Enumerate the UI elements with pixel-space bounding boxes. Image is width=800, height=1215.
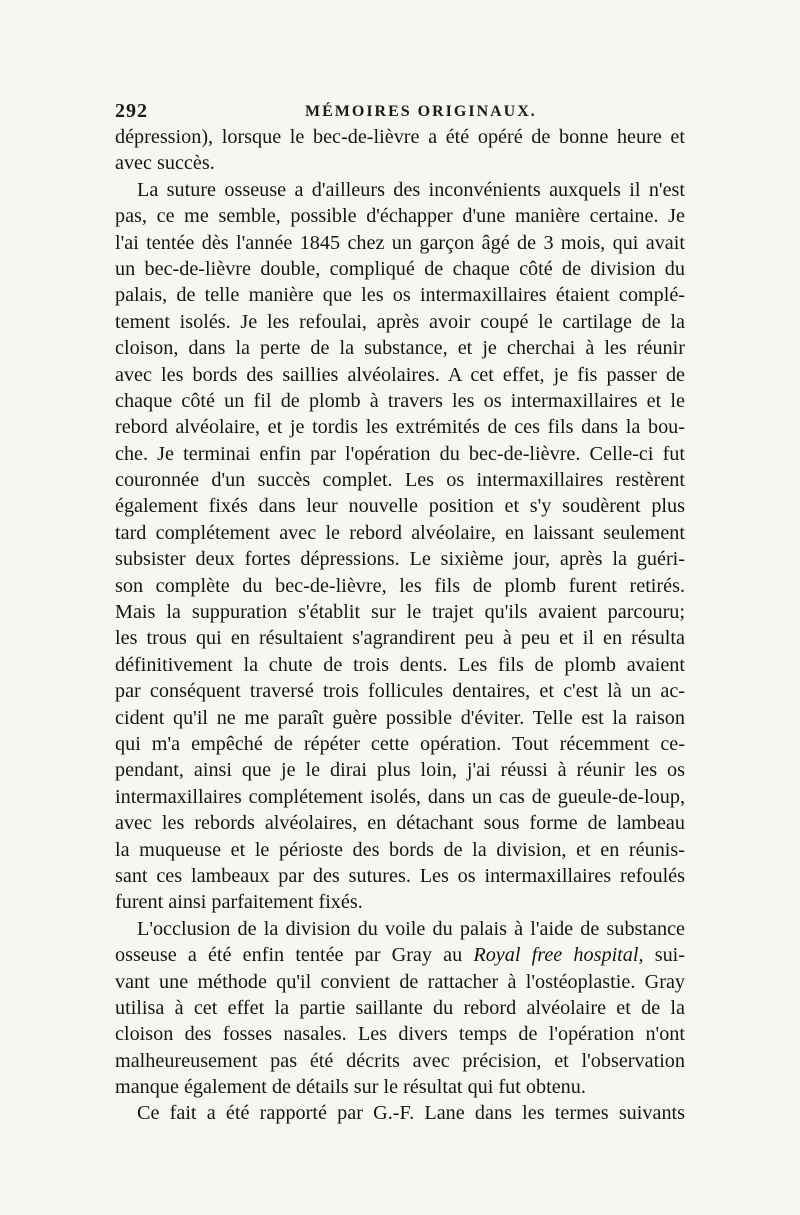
text-line: chaque côté un fil de plomb à travers les os intermaxillaires et le xyxy=(115,389,685,412)
paragraph-1 xyxy=(115,124,685,177)
text-line: dépression), lorsque le bec-de-lièvre a été opéré de bonne heure et xyxy=(115,126,685,148)
text-line: cloison, dans la perte de la substance, et je cherchai à les réunir xyxy=(115,337,685,360)
text-line: utilisa à cet effet la partie saillante du rebord alvéolaire et de la xyxy=(115,996,685,1019)
page-number: 292 xyxy=(115,100,148,122)
text-line: qui m'a empêché de répéter cette opération. Tout récemment ce- xyxy=(115,732,685,755)
text-line: La suture osseuse a d'ailleurs des inconvénients auxquels il n'est xyxy=(137,178,685,201)
text-line: che. Je terminai enfin par l'opération du bec-de-lièvre. Celle-ci fut xyxy=(115,442,685,465)
running-title: MÉMOIRES ORIGINAUX. xyxy=(305,103,537,120)
text-line: intermaxillaires complétement isolés, dans un cas de gueule-de-loup, xyxy=(115,785,685,808)
text-line: l'ai tentée dès l'année 1845 chez un garçon âgé de 3 mois, qui avait xyxy=(115,231,685,254)
text-segment: sui- xyxy=(643,944,685,967)
text-line: cloison des fosses nasales. Les divers temps de l'opération n'ont xyxy=(115,1023,685,1046)
paragraph-3 xyxy=(115,916,685,1101)
text-line: Ce fait a été rapporté par G.-F. Lane dans les termes suivants xyxy=(137,1102,685,1125)
text-line: tement isolés. Je les refoulai, après avoir coupé le cartilage de la xyxy=(115,310,685,333)
text-line-with-italic xyxy=(115,942,685,968)
text-line: couronnée d'un succès complet. Les os intermaxillaires restèrent xyxy=(115,469,685,492)
body-text xyxy=(115,124,685,1127)
text-line: furent ainsi parfaitement fixés. xyxy=(115,891,363,914)
text-line: également fixés dans leur nouvelle position et s'y soudèrent plus xyxy=(115,495,685,518)
text-line: la muqueuse et le périoste des bords de la division, et en réunis- xyxy=(115,838,685,861)
text-line: sant ces lambeaux par des sutures. Les os intermaxillaires refoulés xyxy=(115,864,685,887)
paragraph-4 xyxy=(115,1100,685,1126)
text-line: avec succès. xyxy=(115,152,215,175)
text-line: subsister deux fortes dépressions. Le sixième jour, après la guéri- xyxy=(115,548,685,571)
text-line: son complète du bec-de-lièvre, les fils de plomb furent retirés. xyxy=(115,574,685,597)
text-line: cident qu'il ne me paraît guère possible d'éviter. Telle est la raison xyxy=(115,706,685,729)
text-line: avec les rebords alvéolaires, en détachant sous forme de lambeau xyxy=(115,812,685,835)
text-line: définitivement la chute de trois dents. Les fils de plomb avaient xyxy=(115,653,685,676)
text-line: tard complétement avec le rebord alvéolaire, en laissant seulement xyxy=(115,521,685,544)
text-line: vant une méthode qu'il convient de rattacher à l'ostéoplastie. Gray xyxy=(115,970,685,993)
text-line: pendant, ainsi que je le dirai plus loin, j'ai réussi à réunir les os xyxy=(115,759,685,782)
text-line: Mais la suppuration s'établit sur le trajet qu'ils avaient parcouru; xyxy=(115,601,685,624)
text-segment: osseuse a été enfin tentée par Gray au xyxy=(115,944,474,967)
text-line: avec les bords des saillies alvéolaires. A cet effet, je fis passer de xyxy=(115,363,685,386)
text-line: un bec-de-lièvre double, compliqué de chaque côté de division du xyxy=(115,257,685,280)
text-line: palais, de telle manière que les os intermaxillaires étaient complé- xyxy=(115,284,685,307)
text-line: par conséquent traversé trois follicules dentaires, et c'est là un ac- xyxy=(115,680,685,703)
text-line: les trous qui en résultaient s'agrandirent peu à peu et il en résulta xyxy=(115,627,685,650)
text-line: L'occlusion de la division du voile du palais à l'aide de substance xyxy=(137,917,685,940)
text-line: malheureusement pas été décrits avec précision, et l'observation xyxy=(115,1049,685,1072)
paragraph-2 xyxy=(115,177,685,916)
text-line: rebord alvéolaire, et je tordis les extrémités de ces fils dans la bou- xyxy=(115,416,685,439)
text-line: manque également de détails sur le résultat qui fut obtenu. xyxy=(115,1076,586,1099)
text-line: pas, ce me semble, possible d'échapper d'une manière certaine. Je xyxy=(115,205,685,228)
italic-phrase: Royal free hospital, xyxy=(473,944,644,967)
